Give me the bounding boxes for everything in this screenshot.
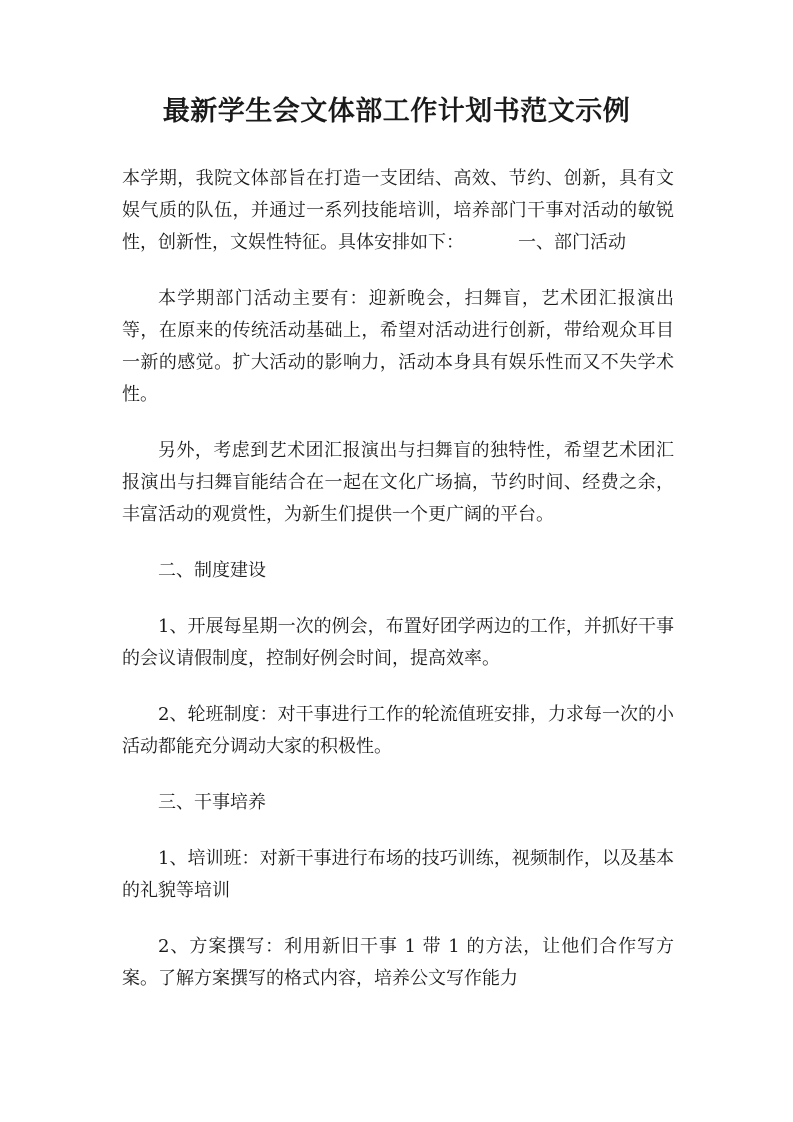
paragraph-combined-show: 另外，考虑到艺术团汇报演出与扫舞盲的独特性，希望艺术团汇报演出与扫舞盲能结合在一起在文化广场搞，节约时间、经费之余，丰富活动的观赏性，为新生们提供一个更广阔的平台。 (122, 440, 674, 525)
document-title: 最新学生会文体部工作计划书范文示例 (162, 96, 631, 127)
paragraph-shift-system: 2、轮班制度：对干事进行工作的轮流值班安排，力求每一次的小活动都能充分调动大家的积极性。 (122, 704, 674, 757)
paragraph-activities: 本学期部门活动主要有：迎新晚会，扫舞盲，艺术团汇报演出等，在原来的传统活动基础上，希望对活动进行创新，带给观众耳目一新的感觉。扩大活动的影响力，活动本身具有娱乐性而又不失学术性。 (122, 288, 674, 405)
section-heading-system: 二、制度建设 (158, 560, 266, 581)
document-body (122, 163, 674, 1019)
intro-paragraph (122, 163, 674, 259)
paragraph-training-class: 1、培训班：对新干事进行布场的技巧训练，视频制作，以及基本的礼貌等培训 (122, 848, 674, 901)
section-heading-training: 三、干事培养 (158, 792, 266, 813)
paragraph-weekly-meeting: 1、开展每星期一次的例会，布置好团学两边的工作，并抓好干事的会议请假制度，控制好例会时间，提高效率。 (122, 616, 674, 669)
paragraph-proposal-writing: 2、方案撰写：利用新旧干事 1 带 1 的方法，让他们合作写方案。了解方案撰写的格式内容，培养公文写作能力 (122, 936, 674, 989)
intro-text: 本学期，我院文体部旨在打造一支团结、高效、节约、创新，具有文娱气质的队伍，并通过一系列技能培训，培养部门干事对活动的敏锐性，创新性，文娱性特征。具体安排如下： (122, 168, 674, 253)
section-heading-activities: 一、部门活动 (518, 232, 626, 253)
